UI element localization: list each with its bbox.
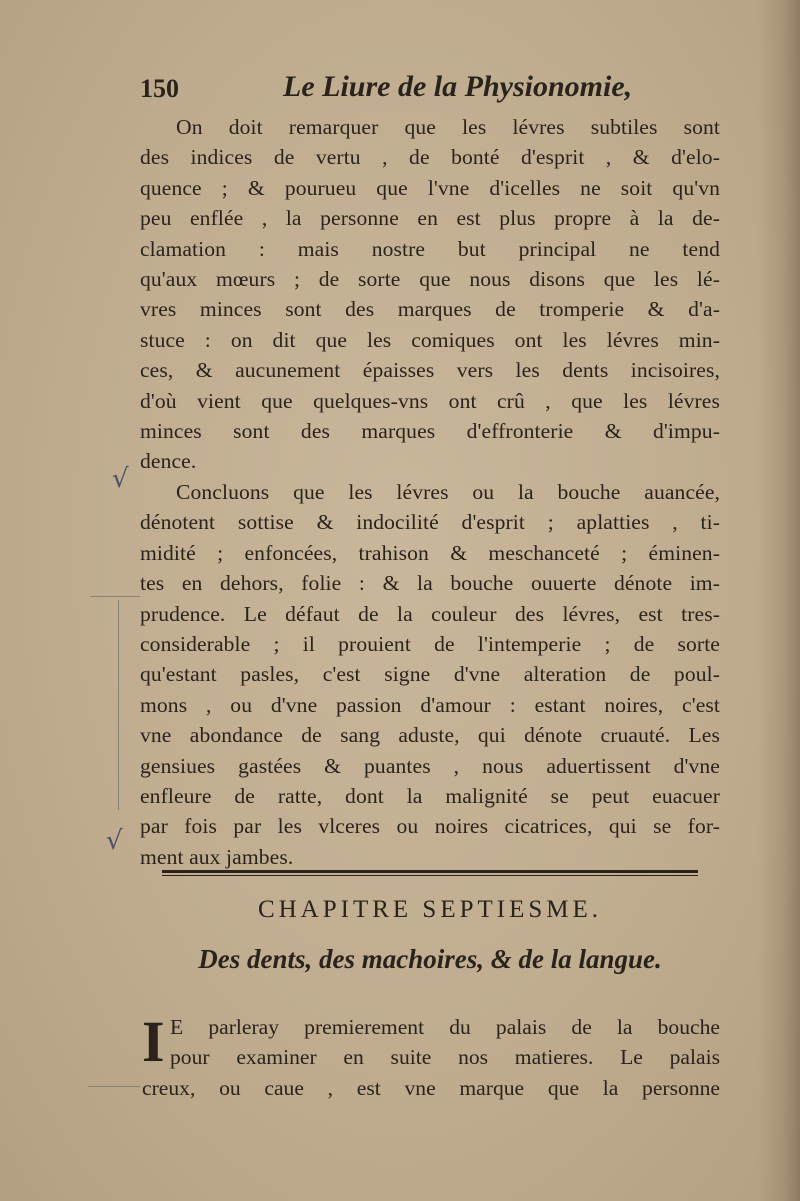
chapter-divider-rule-thin (162, 875, 698, 876)
text-line: dénotent sottise & indocilité d'esprit ; aplatties , ti- (140, 510, 720, 535)
text-line: considerable ; il prouient de l'intemperie ; de sorte (140, 631, 720, 656)
pencil-margin-tick (88, 1086, 140, 1087)
chapter-heading: CHAPITRE SEPTIESME. (257, 896, 603, 923)
page-edge-shadow (758, 0, 800, 1201)
text-line: Concluons que les lévres ou la bouche auancée, (176, 479, 720, 504)
text-line: gensiues gastées & puantes , nous aduertissent d'vne (140, 753, 720, 778)
text-line: clamation : mais nostre but principal ne tend (140, 236, 720, 261)
page-number: 150 (140, 74, 179, 103)
text-line: stuce : on dit que les comiques ont les lévres min- (140, 327, 720, 352)
text-line: tes en dehors, folie : & la bouche ouuerte dénote im- (140, 571, 720, 596)
text-line: peu enflée , la personne en est plus propre à la de- (140, 206, 720, 231)
text-line: quence ; & pourueu que l'vne d'icelles ne soit qu'vn (140, 175, 720, 200)
running-title: Le Liure de la Physionomie, (283, 70, 633, 103)
text-line: dence. (140, 449, 197, 474)
chapter-divider-rule (162, 870, 698, 873)
text-line: d'où vient que quelques-vns ont crû , que les lévres (140, 388, 720, 413)
text-line: prudence. Le défaut de la couleur des lévres, est tres- (140, 601, 720, 626)
page-header (140, 70, 730, 110)
pencil-margin-line (118, 600, 119, 810)
body-text (140, 112, 720, 872)
text-line: pour examiner en suite nos matieres. Le palais (170, 1045, 720, 1070)
text-line: vres minces sont des marques de tromperie & d'a- (140, 297, 720, 322)
text-line: ces, & aucunement épaisses vers les dents incisoires, (140, 358, 720, 383)
text-line: minces sont des marques d'effronterie & d'impu- (140, 419, 720, 444)
drop-cap: I (142, 1009, 165, 1074)
text-line: creux, ou caue , est vne marque que la personne (142, 1075, 720, 1100)
text-line: qu'aux mœurs ; de sorte que nous disons que les lé- (140, 267, 720, 292)
margin-check-mark: √ (106, 826, 123, 856)
text-line: des indices de vertu , de bonté d'esprit , & d'elo- (140, 145, 720, 170)
text-line: midité ; enfoncées, trahison & meschanceté ; éminen- (140, 540, 720, 565)
text-line: enfleure de ratte, dont la malignité se peut euacuer (140, 783, 720, 808)
chapter-subtitle: Des dents, des machoires, & de la langue. (198, 944, 662, 974)
text-line: vne abondance de sang aduste, qui dénote cruauté. Les (140, 723, 720, 748)
chapter-body (142, 1009, 720, 1103)
text-line: E parleray premierement du palais de la bouche (170, 1015, 720, 1039)
text-line: par fois par les vlceres ou noires cicatrices, qui se for- (140, 814, 720, 839)
text-line: mons , ou d'vne passion d'amour : estant noires, c'est (140, 692, 720, 717)
text-line: ment aux jambes. (140, 844, 294, 869)
text-line: qu'estant pasles, c'est signe d'vne alteration de poul- (140, 662, 720, 687)
pencil-margin-tick (90, 596, 140, 597)
text-line: On doit remarquer que les lévres subtiles sont (176, 115, 720, 139)
margin-check-mark: √ (112, 464, 129, 494)
